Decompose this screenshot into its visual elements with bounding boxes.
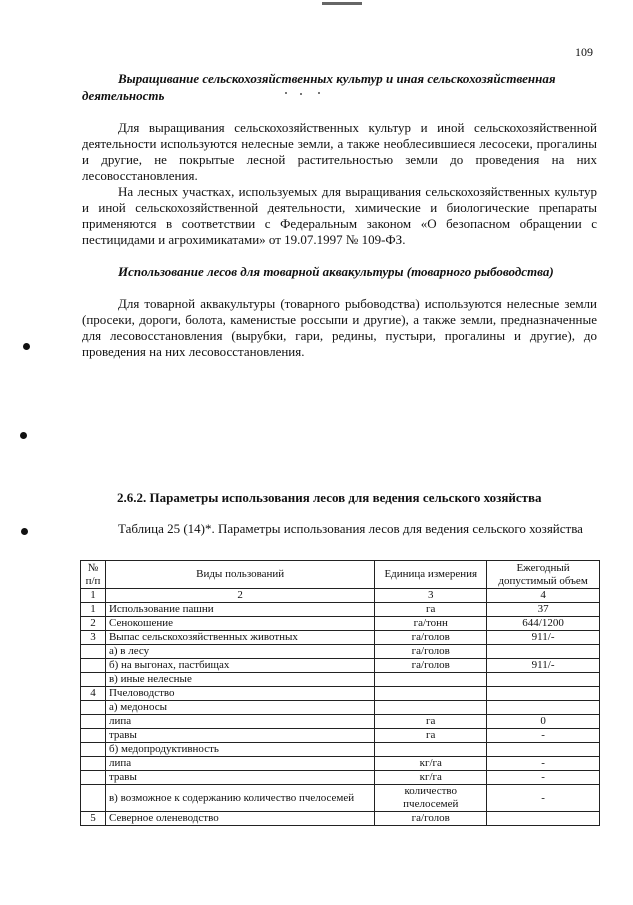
row-number: 1 [81,603,106,617]
row-usage-type: травы [105,729,374,743]
punch-hole [20,432,27,439]
row-annual-volume: - [487,729,600,743]
table-row [81,617,600,631]
row-usage-type: липа [105,715,374,729]
table-row [81,771,600,785]
row-annual-volume [487,687,600,701]
scan-speck [318,92,320,94]
row-annual-volume: - [487,785,600,812]
table-row [81,631,600,645]
row-annual-volume: - [487,771,600,785]
row-number [81,659,106,673]
row-annual-volume: 37 [487,603,600,617]
page-number: 109 [575,45,593,59]
row-usage-type: в) возможное к содержанию количество пчелосемей [105,785,374,812]
section1-title-line1: Выращивание сельскохозяйственных культур и иная сельскохозяйственная [118,71,556,86]
row-number [81,673,106,687]
table-header-row [81,561,600,589]
row-usage-type: Пчеловодство [105,687,374,701]
column-number: 3 [375,589,487,603]
column-number: 2 [105,589,374,603]
row-annual-volume: 911/- [487,659,600,673]
row-usage-type: Сенокошение [105,617,374,631]
row-unit: га/голов [375,812,487,826]
row-annual-volume: - [487,757,600,771]
table-row [81,743,600,757]
table-row [81,715,600,729]
header-annual-volume: Ежегодный допустимый объем [487,561,600,589]
row-unit [375,673,487,687]
row-annual-volume [487,743,600,757]
row-usage-type: б) медопродуктивность [105,743,374,757]
scan-speck [300,93,302,95]
row-usage-type: а) медоносы [105,701,374,715]
row-usage-type: а) в лесу [105,645,374,659]
row-number: 4 [81,687,106,701]
row-usage-type: в) иные нелесные [105,673,374,687]
row-annual-volume [487,645,600,659]
row-number: 3 [81,631,106,645]
section1-title-line2: деятельность [82,88,165,103]
row-unit: га/тонн [375,617,487,631]
row-usage-type: липа [105,757,374,771]
table-row [81,757,600,771]
column-number: 4 [487,589,600,603]
scan-speck [285,92,287,94]
table-row [81,603,600,617]
parameters-table [80,560,600,826]
row-unit: количество пчелосемей [375,785,487,812]
row-number [81,715,106,729]
row-unit [375,743,487,757]
row-usage-type: травы [105,771,374,785]
row-number [81,701,106,715]
row-annual-volume [487,812,600,826]
row-annual-volume [487,673,600,687]
table-row [81,701,600,715]
row-usage-type: Использование пашни [105,603,374,617]
header-usage-type: Виды пользований [105,561,374,589]
row-unit [375,687,487,701]
row-unit: кг/га [375,757,487,771]
table-row [81,659,600,673]
table-column-numbers-row [81,589,600,603]
row-annual-volume [487,701,600,715]
row-unit: га [375,603,487,617]
row-usage-type: б) на выгонах, пастбищах [105,659,374,673]
row-usage-type: Северное оленеводство [105,812,374,826]
row-number [81,757,106,771]
section2-title: Использование лесов для товарной аквакультуры (товарного рыбоводства) [118,264,554,279]
row-unit: га [375,729,487,743]
row-unit: га/голов [375,631,487,645]
row-unit [375,701,487,715]
scan-mark [322,2,362,5]
row-annual-volume: 644/1200 [487,617,600,631]
punch-hole [23,343,30,350]
row-annual-volume: 911/- [487,631,600,645]
header-unit: Единица измерения [375,561,487,589]
table-row [81,785,600,812]
table-row [81,812,600,826]
row-unit: га [375,715,487,729]
column-number: 1 [81,589,106,603]
row-usage-type: Выпас сельскохозяйственных животных [105,631,374,645]
row-number [81,645,106,659]
table-row [81,729,600,743]
row-number [81,729,106,743]
section2-paragraph: Для товарной аквакультуры (товарного рыбоводства) используются нелесные земли (просеки, дороги, болота, каменистые россыпи и другие), а также земли, предназначенные для лесовосстановления (вырубки, гари, редины, пустыри, прогалины и другие), до проведения на них лесовосстановления. [82,296,597,359]
row-number [81,771,106,785]
row-number [81,785,106,812]
table-caption: Таблица 25 (14)*. Параметры использования лесов для ведения сельского хозяйства [118,521,583,536]
table-row [81,687,600,701]
table-row [81,673,600,687]
row-number [81,743,106,757]
section1-paragraph2: На лесных участках, используемых для выращивания сельскохозяйственных культур и иной сельскохозяйственной деятельности, химические и биологические препараты применяются в соответствии с Федеральным законом «О безопасном обращении с пестицидами и агрохимикатами» от 19.07.1997 № 109-ФЗ. [82,184,597,247]
table-row [81,645,600,659]
row-unit: га/голов [375,645,487,659]
row-number: 5 [81,812,106,826]
row-number: 2 [81,617,106,631]
section3-title: 2.6.2. Параметры использования лесов для ведения сельского хозяйства [117,490,542,505]
row-annual-volume: 0 [487,715,600,729]
section1-paragraph1: Для выращивания сельскохозяйственных культур и иной сельскохозяйственной деятельности используются нелесные земли, а также необлесившиеся лесосеки, прогалины и другие, не покрытые лесной растительностью земли до проведения на них лесовосстановления. [82,120,597,183]
header-number: № п/п [81,561,106,589]
row-unit: га/голов [375,659,487,673]
table-body [81,603,600,826]
row-unit: кг/га [375,771,487,785]
punch-hole [21,528,28,535]
